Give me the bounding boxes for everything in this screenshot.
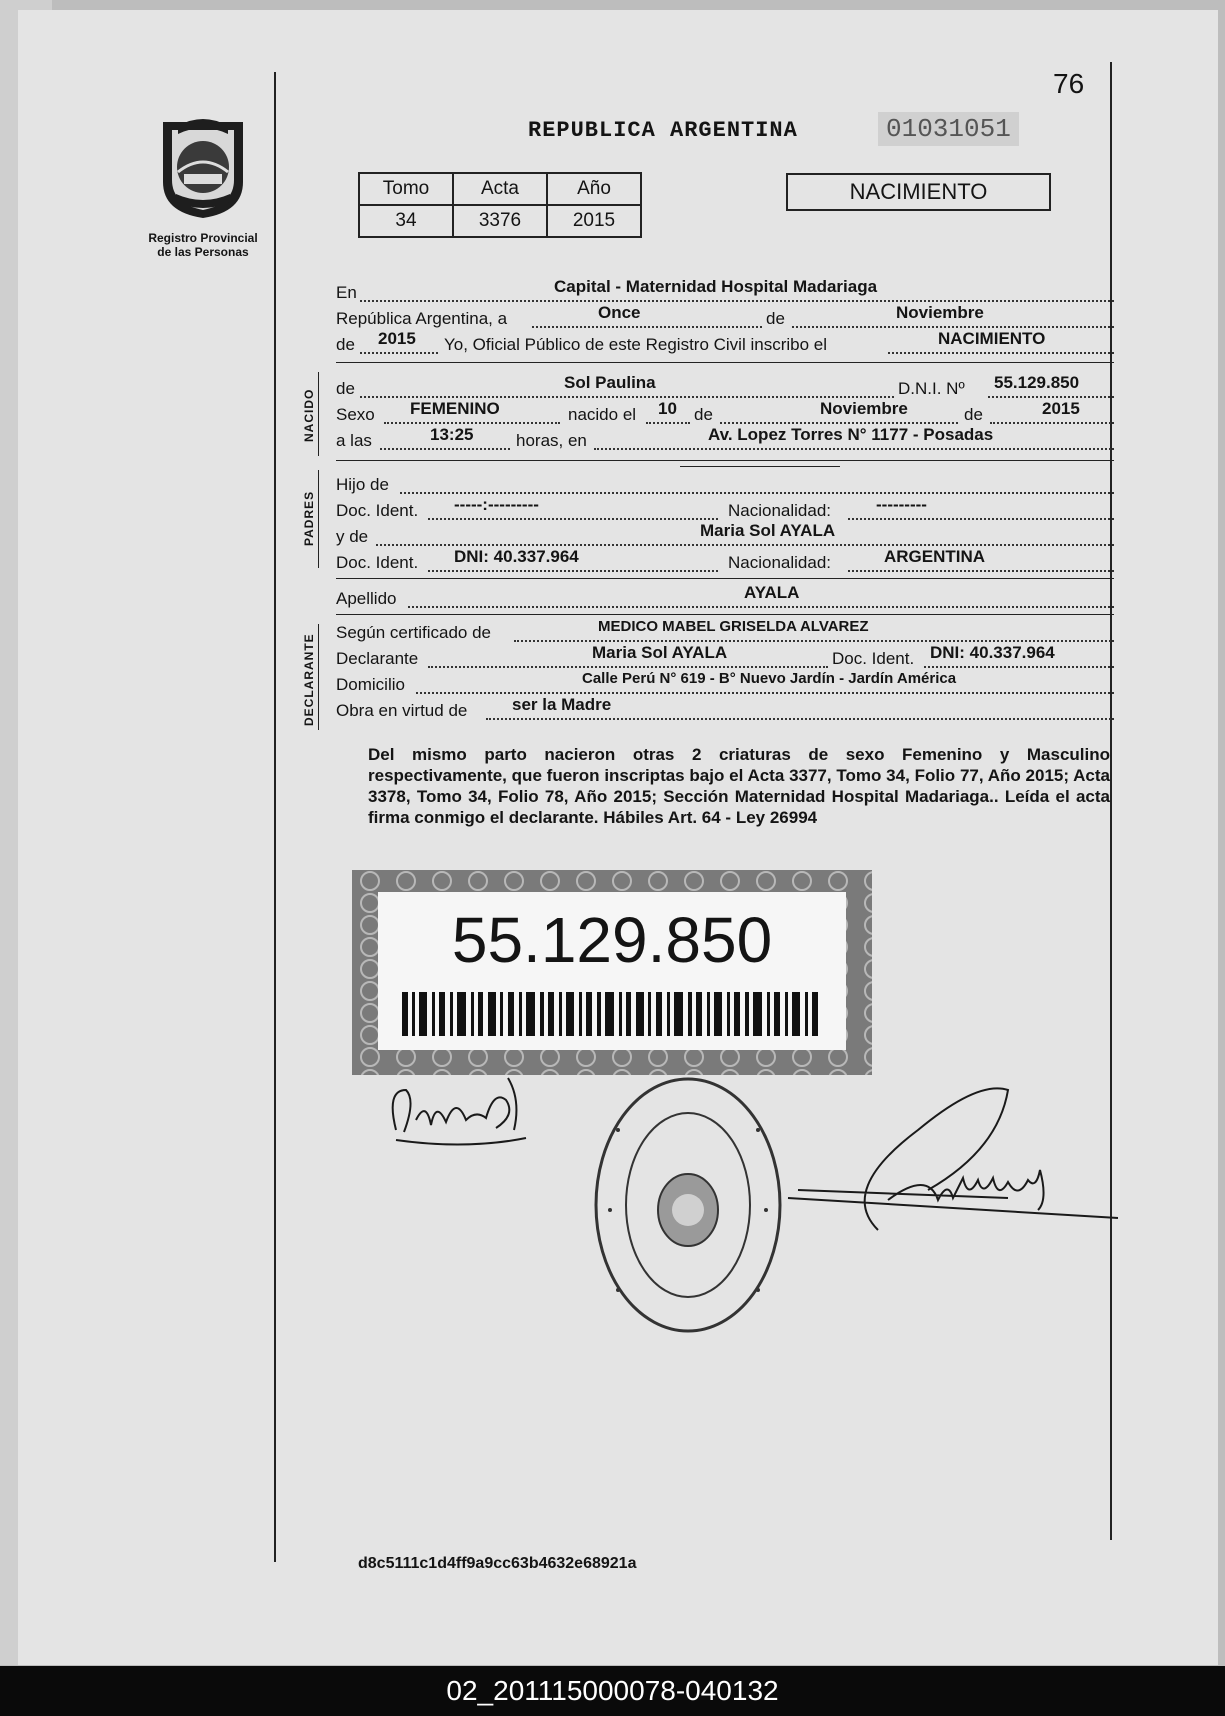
dotted-line xyxy=(428,518,718,520)
dni-sticker xyxy=(352,870,872,1075)
dotted-line xyxy=(888,352,1114,354)
month-value: Noviembre xyxy=(896,303,984,322)
dotted-line xyxy=(646,422,690,424)
madre-value: Maria Sol AYALA xyxy=(700,521,836,540)
doc-label: Doc. Ident. xyxy=(832,649,915,668)
de-anio-label: de xyxy=(964,405,983,424)
dotted-line xyxy=(360,300,1114,302)
dotted-line xyxy=(848,570,1114,572)
section-label-nacido: NACIDO xyxy=(302,388,316,442)
de-label: de xyxy=(766,309,785,328)
registry-header-cell: Año xyxy=(547,173,641,205)
republica-label: República Argentina, a xyxy=(336,309,508,328)
anio-value: 2015 xyxy=(1042,399,1080,418)
row-domicilio xyxy=(336,672,1114,698)
dotted-line xyxy=(848,518,1114,520)
certificado-label: Según certificado de xyxy=(336,623,491,642)
record-type-box: NACIMIENTO xyxy=(786,173,1051,211)
section-divider xyxy=(336,578,1114,579)
doc1-label: Doc. Ident. xyxy=(336,501,419,520)
row-inscribo xyxy=(336,329,1114,358)
nac2-label: Nacionalidad: xyxy=(728,553,832,572)
dotted-line xyxy=(594,448,1114,450)
nac2-value: ARGENTINA xyxy=(884,547,986,566)
registry-header-row xyxy=(359,173,641,205)
lugar-value: Av. Lopez Torres N° 1177 - Posadas xyxy=(708,425,994,444)
en-label: En xyxy=(336,283,357,302)
section-label-padres: PADRES xyxy=(302,490,316,546)
declarante-label: Declarante xyxy=(336,649,419,668)
registry-value-row xyxy=(359,205,641,237)
row-hora xyxy=(336,425,1114,454)
de2-label: de xyxy=(336,335,355,354)
dotted-line xyxy=(428,570,718,572)
horas-label: horas, en xyxy=(516,431,587,450)
obra-value: ser la Madre xyxy=(512,695,612,714)
dotted-line xyxy=(360,352,438,354)
province-logo xyxy=(148,112,258,259)
declarante-doc-value: DNI: 40.337.964 xyxy=(930,643,1055,662)
child-name-value: Sol Paulina xyxy=(564,373,656,392)
hijo-label: Hijo de xyxy=(336,475,389,494)
section-side-bar xyxy=(318,624,319,730)
document-hash: d8c5111c1d4ff9a9cc63b4632e68921a xyxy=(358,1555,637,1572)
doc1-value: -----:--------- xyxy=(454,495,539,514)
nacido-el-label: nacido el xyxy=(568,405,637,424)
apellido-label: Apellido xyxy=(336,589,397,608)
registry-table xyxy=(358,172,642,238)
dotted-line xyxy=(486,718,1114,720)
doc2-value: DNI: 40.337.964 xyxy=(454,547,579,566)
dni-label: D.N.I. Nº xyxy=(898,379,965,398)
logo-label: Registro Provincial de las Personas xyxy=(148,231,258,259)
row-apellido xyxy=(336,583,1114,612)
domicilio-label: Domicilio xyxy=(336,675,405,694)
row-doc2 xyxy=(336,547,1114,576)
place-value: Capital - Maternidad Hospital Madariaga xyxy=(554,277,878,296)
apellido-value: AYALA xyxy=(744,583,800,602)
registry-value-cell: 3376 xyxy=(453,205,547,237)
registry-value-cell: 2015 xyxy=(547,205,641,237)
registry-header-cell: Tomo xyxy=(359,173,453,205)
barcode-icon xyxy=(402,992,822,1036)
child-dni-value: 55.129.850 xyxy=(994,373,1080,392)
misiones-seal-icon xyxy=(148,112,258,222)
sticker-inner xyxy=(378,892,846,1050)
left-frame-line xyxy=(274,72,276,1562)
yde-label: y de xyxy=(336,527,369,546)
inscribo-value: NACIMIENTO xyxy=(938,329,1046,348)
section-side-bar xyxy=(318,372,319,456)
declarant-signature-icon xyxy=(376,1070,556,1150)
sticker-dni: 55.129.850 xyxy=(451,904,773,976)
hora-value: 13:25 xyxy=(430,425,474,444)
de-mes-label: de xyxy=(694,405,713,424)
dia-value: 10 xyxy=(658,399,677,418)
row-madre xyxy=(336,521,1114,550)
birth-certificate-page xyxy=(18,10,1218,1665)
official-signature-icon xyxy=(778,1070,1118,1250)
sexo-label: Sexo xyxy=(336,405,375,424)
dotted-line xyxy=(408,606,1114,608)
row-en xyxy=(336,277,1114,306)
a-las-label: a las xyxy=(336,431,372,450)
row-obra xyxy=(336,695,1114,724)
sexo-value: FEMENINO xyxy=(410,399,500,418)
doc2-label: Doc. Ident. xyxy=(336,553,419,572)
certificado-value: MEDICO MABEL GRISELDA ALVAREZ xyxy=(598,618,869,635)
document-title: REPUBLICA ARGENTINA xyxy=(528,118,798,143)
dotted-line xyxy=(990,422,1114,424)
section-divider xyxy=(336,362,1114,363)
crossed-line xyxy=(680,466,840,467)
section-divider xyxy=(336,460,1114,461)
serial-number: 01031051 xyxy=(878,112,1019,146)
dotted-line xyxy=(380,448,510,450)
file-code-strip: 02_201115000078-040132 xyxy=(0,1666,1225,1716)
domicilio-value: Calle Perú N° 619 - B° Nuevo Jardín - Jardín América xyxy=(582,670,957,687)
year-value: 2015 xyxy=(378,329,416,348)
de-label: de xyxy=(336,379,355,398)
dotted-line xyxy=(532,326,762,328)
day-value: Once xyxy=(598,303,641,322)
registry-header-cell: Acta xyxy=(453,173,547,205)
official-stamp-icon xyxy=(588,1070,788,1340)
row-hijo xyxy=(336,472,1114,498)
notes-paragraph: Del mismo parto nacieron otras 2 criaturas de sexo Femenino y Masculino respectivamente, que fueron inscriptas bajo el Acta 3377, Tomo 34, Folio 77, Año 2015; Acta 3378, Tomo 34, Folio 78, Año 2015; Sección Maternidad Hospital Madariaga.. Leída el acta firma conmigo el declarante. Hábiles Art. 64 - Ley 26994 xyxy=(368,745,1110,827)
section-side-bar xyxy=(318,470,319,568)
nac1-value: --------- xyxy=(876,495,927,514)
declarante-value: Maria Sol AYALA xyxy=(592,643,728,662)
nac1-label: Nacionalidad: xyxy=(728,501,832,520)
registry-value-cell: 34 xyxy=(359,205,453,237)
oficial-label: Yo, Oficial Público de este Registro Civil inscribo el xyxy=(444,335,827,354)
mes-value: Noviembre xyxy=(820,399,908,418)
section-label-declarante: DECLARANTE xyxy=(302,633,316,726)
page-number: 76 xyxy=(1053,68,1085,99)
obra-label: Obra en virtud de xyxy=(336,701,468,720)
